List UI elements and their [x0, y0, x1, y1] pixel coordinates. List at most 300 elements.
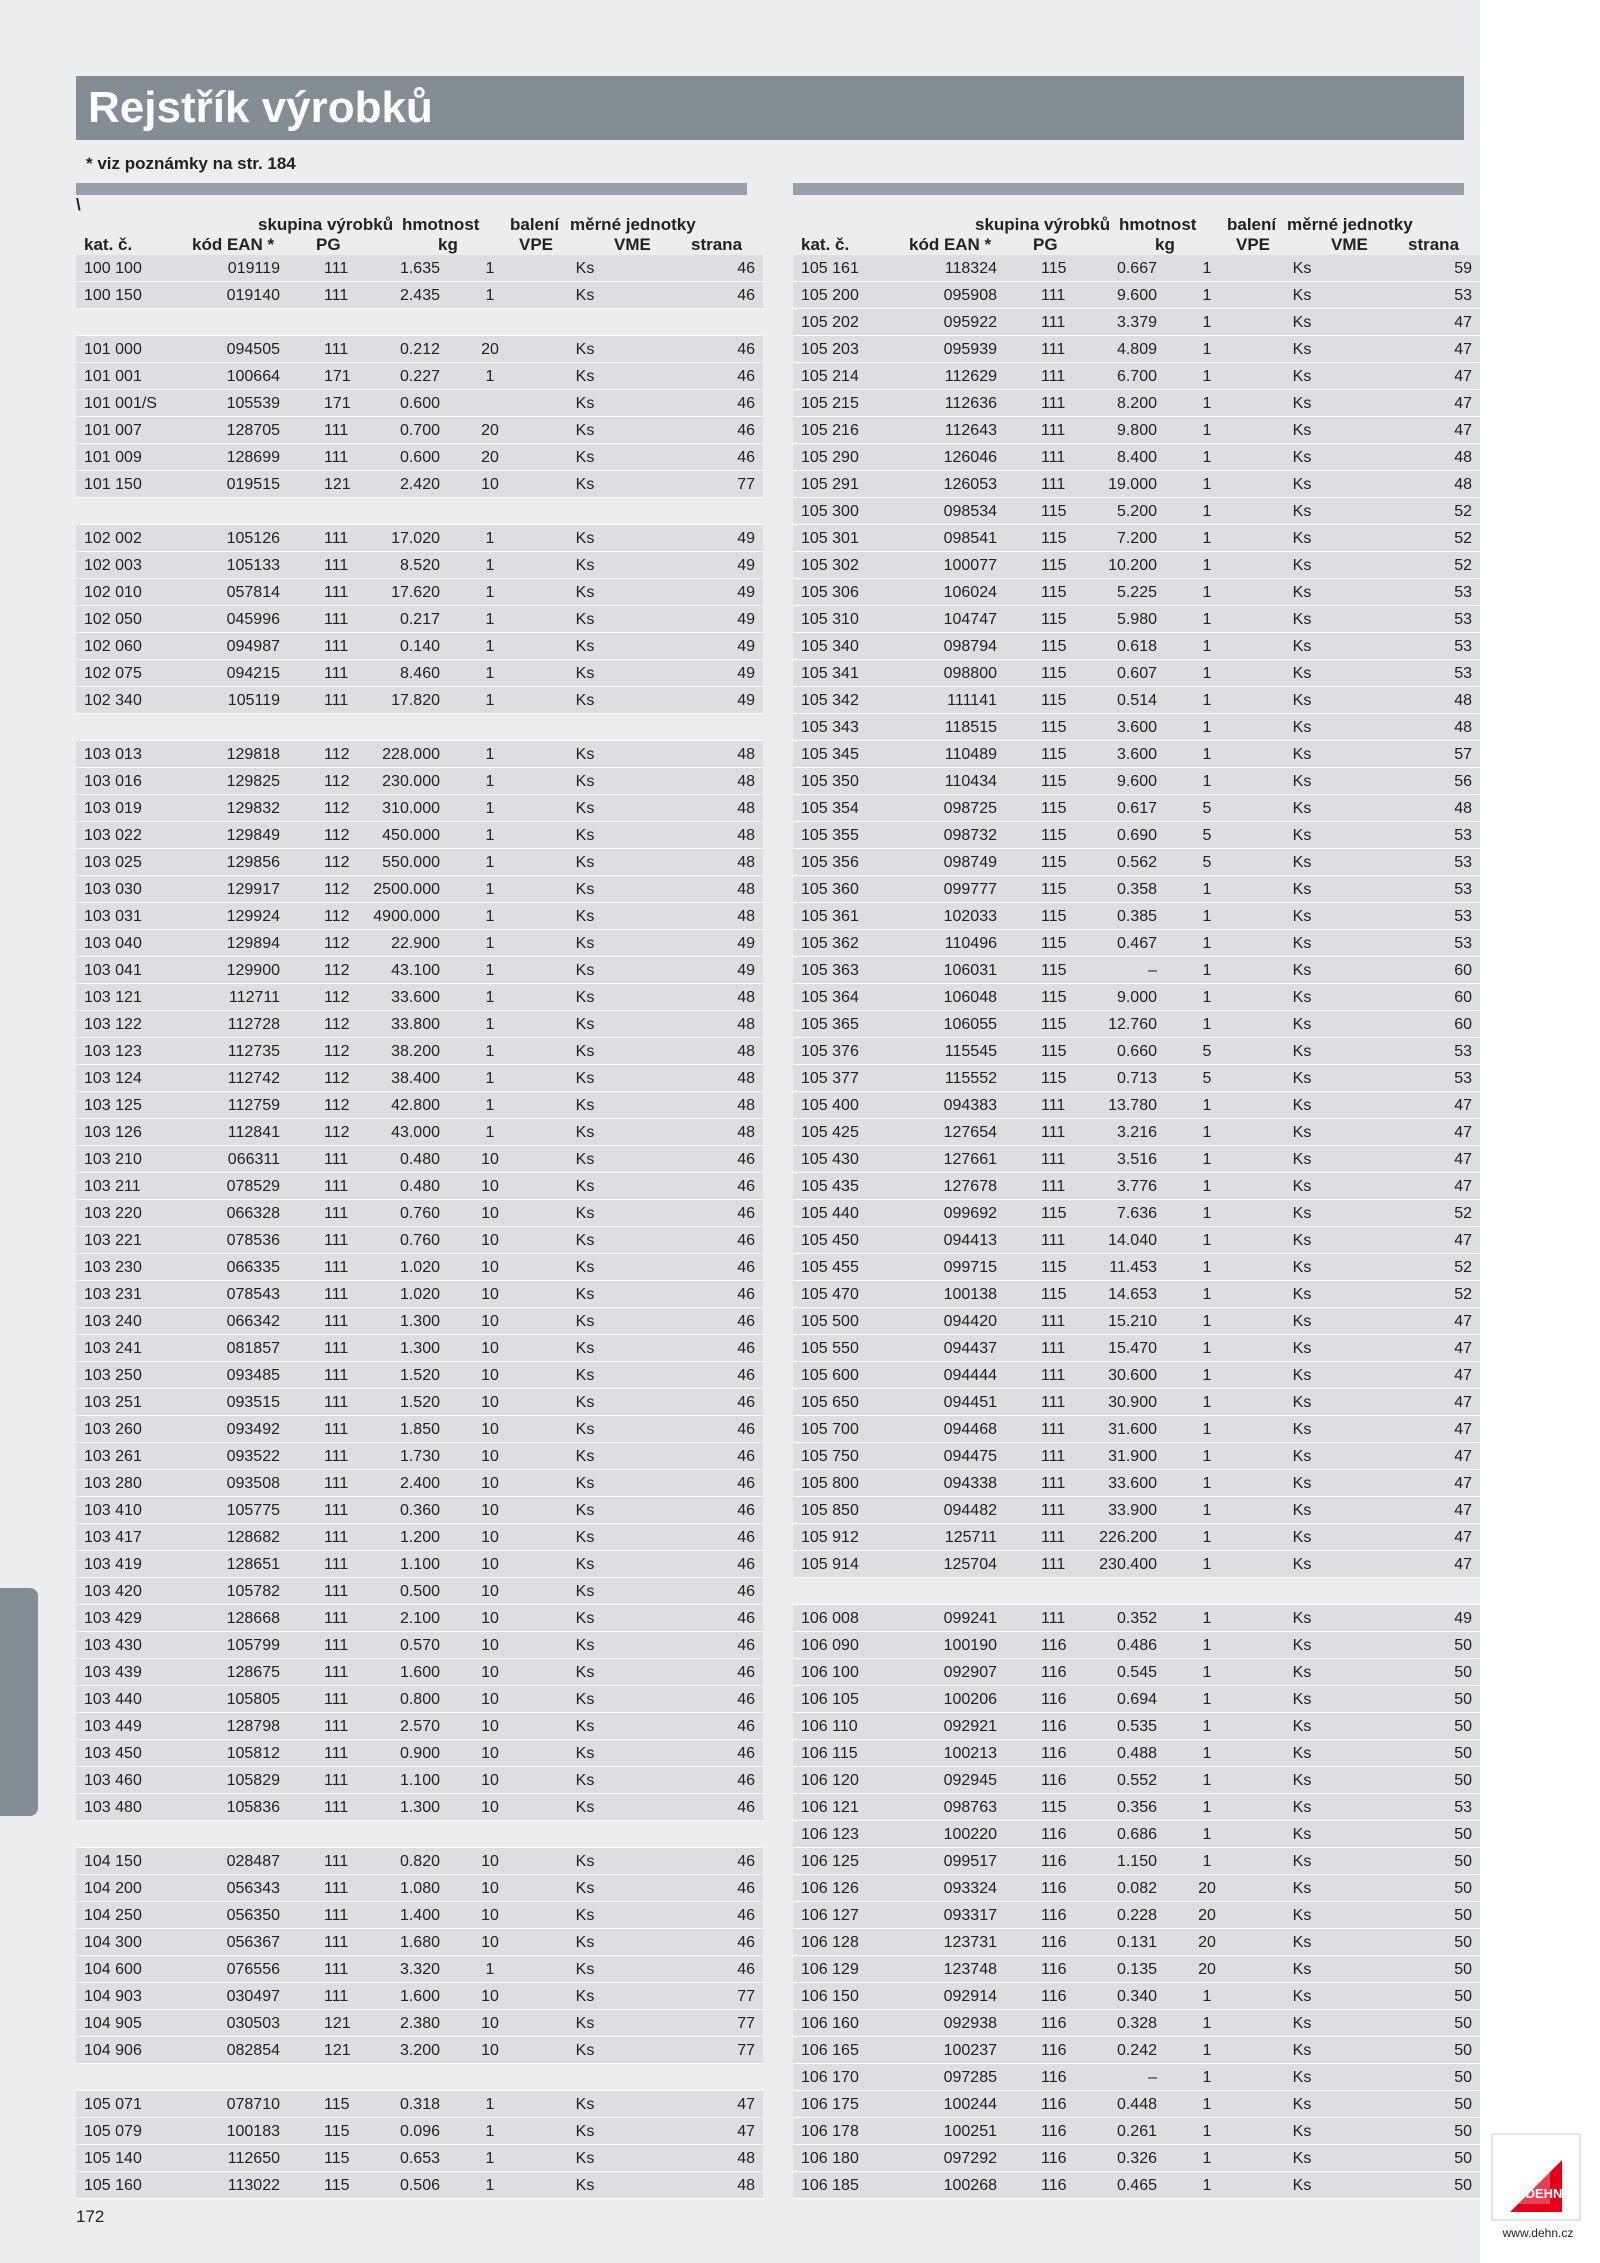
cell-strana: 50 [1347, 1983, 1480, 2010]
cell-pg: 115 [997, 957, 1057, 984]
cell-vpe: 10 [440, 1146, 540, 1173]
cell-pg: 111 [997, 1362, 1057, 1389]
table-row [76, 282, 763, 309]
cell-pg: 111 [280, 1605, 340, 1632]
cell-vme: Ks [1257, 444, 1347, 471]
cell-ean: 094475 [909, 1443, 997, 1470]
cell-kg: 17.620 [340, 579, 440, 606]
cell-vme: Ks [540, 1902, 630, 1929]
cell-pg: 112 [280, 1038, 340, 1065]
cell-vme: Ks [1257, 1767, 1347, 1794]
cell-vme: Ks [540, 1497, 630, 1524]
cell-ean: 106048 [909, 984, 997, 1011]
cell-kat: 103 125 [76, 1092, 192, 1119]
cell-vpe: 1 [440, 552, 540, 579]
cell-strana: 52 [1347, 1200, 1480, 1227]
cell-pg: 115 [997, 525, 1057, 552]
cell-vme: Ks [1257, 552, 1347, 579]
cell-vpe [440, 390, 540, 417]
cell-kg: 310.000 [340, 795, 440, 822]
cell-kg: 0.694 [1057, 1686, 1157, 1713]
table-row [76, 336, 763, 363]
cell-pg: 115 [997, 768, 1057, 795]
cell-ean: 093492 [192, 1416, 280, 1443]
cell-strana: 46 [630, 1281, 763, 1308]
table-row [76, 1524, 763, 1551]
cell-vpe: 1 [1157, 1470, 1257, 1497]
table-row [793, 1443, 1480, 1470]
cell-strana: 53 [1347, 1065, 1480, 1092]
cell-kat: 105 202 [793, 309, 909, 336]
cell-kg: 31.600 [1057, 1416, 1157, 1443]
cell-kg: 0.618 [1057, 633, 1157, 660]
cell-strana: 47 [1347, 1470, 1480, 1497]
cell-kat: 106 127 [793, 1902, 909, 1929]
header-merne-jednotky: měrné jednotky [1287, 215, 1413, 234]
cell-pg: 111 [280, 1551, 340, 1578]
cell-vpe: 1 [440, 2172, 540, 2199]
cell-pg: 111 [280, 525, 340, 552]
cell-kg: 1.150 [1057, 1848, 1157, 1875]
table-row [793, 768, 1480, 795]
cell-ean: 082854 [192, 2037, 280, 2064]
cell-kat: 106 129 [793, 1956, 909, 1983]
cell-kat: 103 449 [76, 1713, 192, 1740]
cell-vpe: 1 [1157, 1200, 1257, 1227]
cell-kg: 19.000 [1057, 471, 1157, 498]
cell-kat: 106 125 [793, 1848, 909, 1875]
cell-pg: 111 [280, 633, 340, 660]
table-row [76, 1065, 763, 1092]
cell-pg: 111 [280, 444, 340, 471]
cell-strana: 60 [1347, 957, 1480, 984]
table-row [793, 822, 1480, 849]
cell-vpe: 1 [440, 1011, 540, 1038]
cell-kg: 1.520 [340, 1389, 440, 1416]
separator-cell [76, 714, 763, 741]
table-row [76, 2037, 763, 2064]
cell-ean: 128675 [192, 1659, 280, 1686]
table-row [76, 1173, 763, 1200]
cell-vpe: 10 [440, 1983, 540, 2010]
table-row [793, 1740, 1480, 1767]
cell-kg: 0.486 [1057, 1632, 1157, 1659]
cell-strana: 47 [1347, 309, 1480, 336]
cell-vme: Ks [1257, 579, 1347, 606]
cell-vme: Ks [1257, 957, 1347, 984]
cell-pg: 115 [997, 984, 1057, 1011]
cell-kat: 106 165 [793, 2037, 909, 2064]
cell-kg: 0.570 [340, 1632, 440, 1659]
group-separator-row [793, 1578, 1480, 1605]
cell-kat: 101 009 [76, 444, 192, 471]
cell-kg: 0.480 [340, 1173, 440, 1200]
cell-pg: 111 [280, 1254, 340, 1281]
table-row [793, 633, 1480, 660]
column-headers: skupina výrobků hmotnost \ balení měrné jednotky kat. č. kód EAN * PG kg VPE VME strana [76, 195, 743, 254]
cell-kat: 106 008 [793, 1605, 909, 1632]
cell-kg: 0.448 [1057, 2091, 1157, 2118]
cell-kat: 103 016 [76, 768, 192, 795]
cell-ean: 045996 [192, 606, 280, 633]
table-row [76, 1308, 763, 1335]
cell-strana: 50 [1347, 1902, 1480, 1929]
cell-pg: 111 [997, 309, 1057, 336]
cell-kat: 105 343 [793, 714, 909, 741]
cell-vpe: 1 [1157, 255, 1257, 282]
cell-kat: 105 455 [793, 1254, 909, 1281]
cell-vme: Ks [1257, 1173, 1347, 1200]
cell-ean: 095908 [909, 282, 997, 309]
cell-ean: 094444 [909, 1362, 997, 1389]
table-row [793, 1308, 1480, 1335]
cell-pg: 111 [280, 336, 340, 363]
cell-kg: 1.200 [340, 1524, 440, 1551]
cell-pg: 111 [280, 1794, 340, 1821]
cell-strana: 46 [630, 1146, 763, 1173]
table-row [793, 1470, 1480, 1497]
cell-vme: Ks [540, 660, 630, 687]
cell-strana: 49 [630, 579, 763, 606]
cell-kg: 550.000 [340, 849, 440, 876]
table-row [76, 849, 763, 876]
table-row [793, 957, 1480, 984]
cell-vpe: 1 [440, 606, 540, 633]
cell-kg: 0.552 [1057, 1767, 1157, 1794]
cell-kg: 0.096 [340, 2118, 440, 2145]
cell-kg: 1.020 [340, 1254, 440, 1281]
cell-vme: Ks [1257, 606, 1347, 633]
cell-kat: 105 216 [793, 417, 909, 444]
table-row [76, 822, 763, 849]
cell-pg: 111 [997, 1605, 1057, 1632]
cell-ean: 078529 [192, 1173, 280, 1200]
cell-vpe: 10 [440, 1713, 540, 1740]
cell-vpe: 1 [440, 1956, 540, 1983]
cell-ean: 111141 [909, 687, 997, 714]
cell-ean: 093515 [192, 1389, 280, 1416]
cell-kg: 1.020 [340, 1281, 440, 1308]
cell-ean: 102033 [909, 903, 997, 930]
cell-vme: Ks [540, 1848, 630, 1875]
cell-kat: 105 310 [793, 606, 909, 633]
cell-ean: 094338 [909, 1470, 997, 1497]
cell-kat: 105 500 [793, 1308, 909, 1335]
cell-strana: 53 [1347, 1794, 1480, 1821]
cell-kat: 103 251 [76, 1389, 192, 1416]
cell-kat: 103 419 [76, 1551, 192, 1578]
cell-vpe: 1 [440, 795, 540, 822]
cell-pg: 111 [280, 1308, 340, 1335]
cell-kat: 105 290 [793, 444, 909, 471]
cell-kat: 103 019 [76, 795, 192, 822]
cell-vme: Ks [540, 525, 630, 552]
cell-kg: 0.212 [340, 336, 440, 363]
cell-pg: 111 [280, 552, 340, 579]
cell-vpe: 10 [440, 1389, 540, 1416]
cell-kat: 103 231 [76, 1281, 192, 1308]
cell-ean: 105539 [192, 390, 280, 417]
cell-pg: 116 [997, 2037, 1057, 2064]
cell-vme: Ks [1257, 471, 1347, 498]
cell-vpe: 10 [440, 1902, 540, 1929]
cell-vpe: 1 [440, 282, 540, 309]
separator-cell [76, 498, 763, 525]
cell-ean: 127654 [909, 1119, 997, 1146]
cell-kg: 33.800 [340, 1011, 440, 1038]
cell-ean: 092938 [909, 2010, 997, 2037]
cell-strana: 47 [1347, 1362, 1480, 1389]
table-row [76, 1119, 763, 1146]
cell-vpe: 10 [440, 1875, 540, 1902]
cell-pg: 112 [280, 1119, 340, 1146]
cell-ean: 126053 [909, 471, 997, 498]
cell-kat: 103 126 [76, 1119, 192, 1146]
cell-strana: 77 [630, 1983, 763, 2010]
cell-strana: 48 [630, 903, 763, 930]
table-row [76, 1578, 763, 1605]
cell-strana: 50 [1347, 1821, 1480, 1848]
table-row [793, 1956, 1480, 1983]
cell-strana: 46 [630, 1551, 763, 1578]
cell-ean: 019119 [192, 255, 280, 282]
cell-kat: 103 440 [76, 1686, 192, 1713]
cell-pg: 111 [997, 1308, 1057, 1335]
table-row [793, 903, 1480, 930]
cell-pg: 111 [280, 1281, 340, 1308]
table-row [76, 660, 763, 687]
table-row [793, 2118, 1480, 2145]
cell-kg: 14.653 [1057, 1281, 1157, 1308]
cell-kat: 105 364 [793, 984, 909, 1011]
cell-kat: 103 123 [76, 1038, 192, 1065]
cell-pg: 111 [280, 1632, 340, 1659]
table-row [76, 741, 763, 768]
table-row [76, 1389, 763, 1416]
cell-vme: Ks [1257, 1902, 1347, 1929]
cell-kat: 105 450 [793, 1227, 909, 1254]
cell-vme: Ks [540, 1713, 630, 1740]
table-row [793, 849, 1480, 876]
cell-kg: 0.607 [1057, 660, 1157, 687]
cell-vpe: 1 [1157, 606, 1257, 633]
cell-pg: 111 [280, 1875, 340, 1902]
table-row [793, 660, 1480, 687]
cell-vpe: 1 [1157, 1092, 1257, 1119]
cell-vpe: 1 [1157, 2145, 1257, 2172]
cell-vpe: 1 [1157, 1524, 1257, 1551]
cell-vme: Ks [1257, 390, 1347, 417]
table-row [793, 714, 1480, 741]
cell-vme: Ks [1257, 660, 1347, 687]
table-row [793, 876, 1480, 903]
cell-ean: 129825 [192, 768, 280, 795]
cell-kg: 1.680 [340, 1929, 440, 1956]
group-separator-row [76, 309, 763, 336]
cell-kg: 3.320 [340, 1956, 440, 1983]
cell-strana: 46 [630, 336, 763, 363]
cell-kat: 105 700 [793, 1416, 909, 1443]
cell-kg: 30.900 [1057, 1389, 1157, 1416]
cell-ean: 078536 [192, 1227, 280, 1254]
table-row [793, 606, 1480, 633]
table-row [76, 1254, 763, 1281]
cell-vme: Ks [1257, 876, 1347, 903]
cell-ean: 093324 [909, 1875, 997, 1902]
table-row [793, 363, 1480, 390]
group-separator-row [76, 2064, 763, 2091]
cell-vpe: 1 [1157, 1659, 1257, 1686]
cell-vme: Ks [1257, 525, 1347, 552]
table-row [793, 1389, 1480, 1416]
cell-kg: 8.460 [340, 660, 440, 687]
cell-strana: 49 [630, 606, 763, 633]
cell-strana: 47 [1347, 1551, 1480, 1578]
cell-kg: 1.520 [340, 1362, 440, 1389]
cell-ean: 105799 [192, 1632, 280, 1659]
cell-vpe: 1 [440, 1119, 540, 1146]
table-row [76, 1362, 763, 1389]
cell-strana: 46 [630, 1578, 763, 1605]
cell-kg: 0.227 [340, 363, 440, 390]
cell-pg: 111 [280, 660, 340, 687]
table-row [793, 1200, 1480, 1227]
cell-kg: 0.690 [1057, 822, 1157, 849]
cell-ean: 112742 [192, 1065, 280, 1092]
cell-strana: 46 [630, 1767, 763, 1794]
cell-vme: Ks [540, 1578, 630, 1605]
cell-vme: Ks [1257, 282, 1347, 309]
cell-kat: 103 031 [76, 903, 192, 930]
cell-pg: 111 [280, 417, 340, 444]
cell-strana: 49 [630, 552, 763, 579]
cell-kat: 104 300 [76, 1929, 192, 1956]
cell-vpe: 1 [440, 255, 540, 282]
cell-ean: 105829 [192, 1767, 280, 1794]
cell-ean: 099715 [909, 1254, 997, 1281]
cell-vme: Ks [540, 1767, 630, 1794]
cell-strana: 56 [1347, 768, 1480, 795]
table-row [76, 606, 763, 633]
table-row [793, 1551, 1480, 1578]
cell-ean: 110496 [909, 930, 997, 957]
cell-kg: 0.467 [1057, 930, 1157, 957]
cell-kg: 33.600 [340, 984, 440, 1011]
cell-kat: 105 079 [76, 2118, 192, 2145]
cell-kg: 3.600 [1057, 741, 1157, 768]
cell-strana: 46 [630, 1848, 763, 1875]
cell-vme: Ks [540, 930, 630, 957]
cell-ean: 094383 [909, 1092, 997, 1119]
cell-vpe: 10 [440, 1767, 540, 1794]
cell-pg: 111 [997, 1335, 1057, 1362]
cell-vpe: 10 [440, 1200, 540, 1227]
cell-strana: 52 [1347, 552, 1480, 579]
cell-vme: Ks [540, 1038, 630, 1065]
cell-strana: 46 [630, 1524, 763, 1551]
cell-strana: 53 [1347, 849, 1480, 876]
cell-vme: Ks [1257, 1416, 1347, 1443]
product-table-right [793, 255, 1480, 2199]
cell-vpe: 1 [1157, 1389, 1257, 1416]
cell-strana: 77 [630, 471, 763, 498]
table-row [76, 471, 763, 498]
cell-vpe: 1 [440, 633, 540, 660]
cell-vpe: 1 [1157, 1281, 1257, 1308]
cell-vme: Ks [540, 1389, 630, 1416]
cell-ean: 094215 [192, 660, 280, 687]
cell-strana: 47 [630, 2091, 763, 2118]
cell-strana: 48 [1347, 444, 1480, 471]
cell-kg: 5.980 [1057, 606, 1157, 633]
cell-kat: 103 439 [76, 1659, 192, 1686]
cell-pg: 121 [280, 2037, 340, 2064]
cell-kat: 103 450 [76, 1740, 192, 1767]
table-row [793, 1794, 1480, 1821]
cell-kg: 3.379 [1057, 309, 1157, 336]
cell-ean: 105782 [192, 1578, 280, 1605]
table-row [76, 1794, 763, 1821]
cell-vpe: 1 [1157, 444, 1257, 471]
cell-kat: 105 435 [793, 1173, 909, 1200]
cell-kg: 17.020 [340, 525, 440, 552]
cell-vpe: 1 [440, 2145, 540, 2172]
cell-kg: 0.326 [1057, 2145, 1157, 2172]
cell-strana: 47 [630, 2118, 763, 2145]
cell-kat: 106 110 [793, 1713, 909, 1740]
cell-kat: 105 340 [793, 633, 909, 660]
cell-kg: 2.570 [340, 1713, 440, 1740]
cell-kg: 0.261 [1057, 2118, 1157, 2145]
header-kg: kg [1155, 235, 1175, 254]
cell-pg: 111 [280, 606, 340, 633]
cell-vme: Ks [1257, 822, 1347, 849]
cell-vpe: 10 [440, 1362, 540, 1389]
cell-kg: 8.200 [1057, 390, 1157, 417]
cell-strana: 46 [630, 1308, 763, 1335]
cell-kat: 105 350 [793, 768, 909, 795]
cell-kat: 105 430 [793, 1146, 909, 1173]
cell-kg: – [1057, 957, 1157, 984]
cell-strana: 50 [1347, 1659, 1480, 1686]
cell-vpe: 10 [440, 1524, 540, 1551]
table-row [793, 1821, 1480, 1848]
cell-ean: 118515 [909, 714, 997, 741]
cell-strana: 48 [630, 795, 763, 822]
table-row [793, 1902, 1480, 1929]
cell-kat: 103 460 [76, 1767, 192, 1794]
cell-kg: 1.600 [340, 1983, 440, 2010]
cell-vpe: 1 [440, 2118, 540, 2145]
cell-pg: 111 [280, 1173, 340, 1200]
cell-kg: 3.216 [1057, 1119, 1157, 1146]
table-row [793, 2172, 1480, 2199]
cell-kg: 0.082 [1057, 1875, 1157, 1902]
cell-ean: 112735 [192, 1038, 280, 1065]
cell-kg: 13.780 [1057, 1092, 1157, 1119]
cell-ean: 112636 [909, 390, 997, 417]
cell-vme: Ks [540, 417, 630, 444]
cell-strana: 52 [1347, 498, 1480, 525]
cell-kat: 106 115 [793, 1740, 909, 1767]
table-row [76, 1659, 763, 1686]
cell-vme: Ks [1257, 2091, 1347, 2118]
cell-kg: 1.100 [340, 1767, 440, 1794]
cell-kat: 103 429 [76, 1605, 192, 1632]
cell-pg: 115 [997, 1038, 1057, 1065]
header-baleni: balení [510, 215, 560, 234]
cell-vme: Ks [1257, 2145, 1347, 2172]
